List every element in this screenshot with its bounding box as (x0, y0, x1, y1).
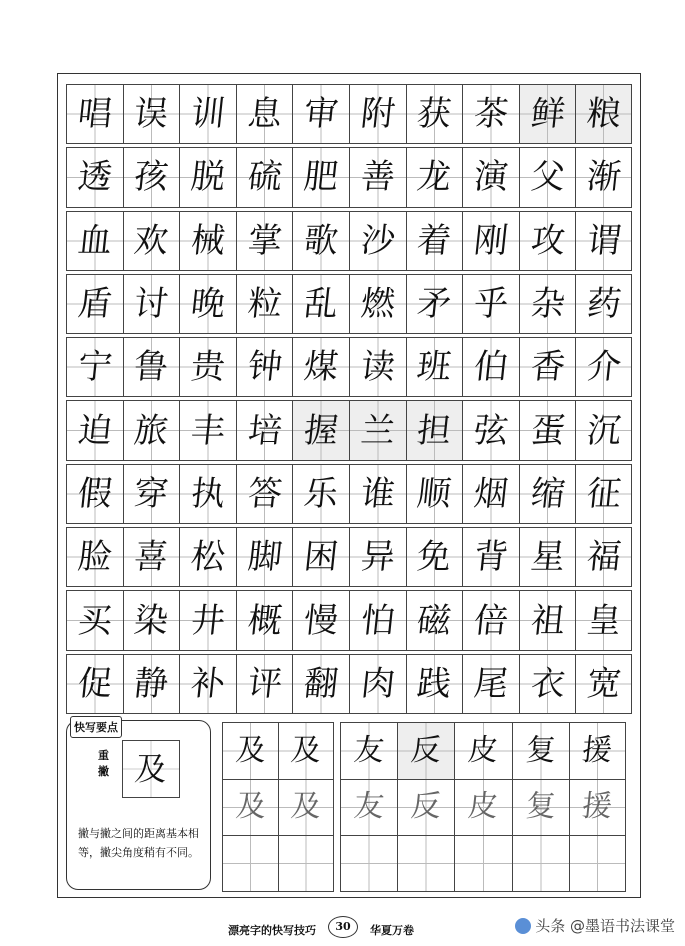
grid-char: 宽 (584, 663, 623, 704)
grid-cell (292, 464, 349, 524)
watermark-logo-icon (515, 918, 531, 934)
grid-cell (519, 464, 576, 524)
tip-description: 撇与撇之间的距离基本相等，撇尖角度稍有不同。 (78, 827, 199, 859)
grid-char: 评 (245, 663, 284, 704)
grid-char: 燃 (358, 284, 397, 325)
grid-char: 衣 (528, 663, 567, 704)
grid-cell (66, 527, 123, 587)
grid-char: 硫 (245, 157, 284, 198)
grid-char: 脸 (75, 537, 114, 578)
grid-cell (349, 527, 406, 587)
practice-char: 复 (523, 789, 558, 825)
grid-cell (123, 527, 180, 587)
grid-cell (236, 464, 293, 524)
grid-char: 晚 (188, 284, 228, 325)
grid-char: 困 (302, 537, 341, 578)
grid-cell (66, 274, 123, 334)
practice-char: 援 (580, 732, 615, 768)
grid-char: 买 (75, 600, 114, 641)
grid-cell (349, 590, 406, 650)
grid-char: 顺 (415, 473, 454, 514)
grid-cell (519, 527, 576, 587)
grid-cell (406, 464, 463, 524)
page-number: 30 (328, 916, 358, 938)
grid-char: 星 (528, 537, 567, 578)
practice-cell (512, 779, 569, 836)
grid-cell (66, 464, 123, 524)
grid-char: 磁 (415, 600, 454, 641)
grid-cell (462, 527, 519, 587)
grid-cell (406, 590, 463, 650)
grid-cell (236, 211, 293, 271)
grid-char: 缩 (528, 473, 567, 514)
grid-char: 丰 (188, 410, 228, 451)
grid-cell (66, 211, 123, 271)
grid-char: 井 (188, 600, 228, 641)
grid-cell (406, 337, 463, 397)
grid-cell (575, 654, 632, 714)
grid-char: 刚 (471, 220, 511, 261)
grid-cell (236, 400, 293, 460)
grid-char: 乱 (302, 284, 341, 325)
grid-char: 父 (528, 157, 567, 198)
grid-char: 谁 (358, 473, 397, 514)
grid-char: 执 (188, 473, 228, 514)
grid-char: 介 (584, 347, 623, 388)
grid-cell (575, 527, 632, 587)
grid-cell (179, 464, 236, 524)
grid-char: 善 (358, 157, 397, 198)
grid-cell (349, 337, 406, 397)
grid-cell (123, 274, 180, 334)
grid-cell (575, 274, 632, 334)
footer-title: 漂亮字的快写技巧 (228, 924, 316, 937)
grid-char: 着 (415, 220, 454, 261)
grid-char: 烟 (471, 473, 511, 514)
grid-char: 脱 (188, 157, 228, 198)
grid-cell (349, 211, 406, 271)
grid-cell (292, 337, 349, 397)
practice-cell (397, 835, 454, 892)
grid-cell (236, 654, 293, 714)
grid-char: 异 (358, 537, 397, 578)
practice-char: 友 (352, 732, 386, 768)
grid-cell (575, 590, 632, 650)
practice-char: 反 (409, 789, 444, 825)
grid-char: 兰 (358, 410, 397, 451)
practice-cell (397, 779, 454, 836)
grid-cell (179, 527, 236, 587)
grid-char: 担 (415, 410, 454, 451)
grid-char: 穿 (132, 473, 171, 514)
grid-cell (292, 211, 349, 271)
grid-cell (292, 274, 349, 334)
practice-char: 反 (409, 732, 444, 768)
grid-cell (575, 464, 632, 524)
practice-cell (340, 722, 397, 779)
practice-cell (278, 722, 334, 779)
grid-char: 假 (75, 473, 114, 514)
practice-char: 及 (233, 732, 268, 768)
grid-cell (66, 400, 123, 460)
grid-char: 肥 (302, 157, 341, 198)
grid-cell (462, 400, 519, 460)
grid-char: 促 (75, 663, 114, 704)
practice-cell (278, 835, 334, 892)
grid-cell (179, 84, 236, 144)
grid-cell (179, 400, 236, 460)
grid-char: 弦 (471, 410, 511, 451)
grid-char: 祖 (528, 600, 567, 641)
grid-cell (406, 84, 463, 144)
grid-char: 攻 (528, 220, 567, 261)
grid-char: 征 (584, 473, 623, 514)
grid-char: 渐 (584, 157, 623, 198)
grid-char: 蛋 (528, 410, 567, 451)
grid-char: 钟 (245, 347, 284, 388)
grid-char: 香 (528, 347, 567, 388)
practice-cell (569, 722, 626, 779)
grid-char: 沙 (358, 220, 397, 261)
grid-char: 乎 (471, 284, 511, 325)
grid-cell (236, 274, 293, 334)
grid-char: 演 (471, 157, 511, 198)
practice-cell (454, 779, 511, 836)
grid-char: 茶 (471, 94, 511, 135)
grid-char: 讨 (132, 284, 171, 325)
grid-cell (123, 590, 180, 650)
grid-cell (406, 654, 463, 714)
watermark-text: 头条 @墨语书法课堂 (535, 917, 675, 935)
grid-cell (123, 211, 180, 271)
grid-cell (123, 337, 180, 397)
practice-char: 友 (352, 789, 386, 825)
grid-cell (462, 464, 519, 524)
footer-publisher: 华夏万卷 (370, 924, 414, 937)
grid-cell (66, 84, 123, 144)
grid-char: 脚 (245, 537, 284, 578)
practice-cell (222, 835, 278, 892)
grid-char: 答 (245, 473, 284, 514)
grid-char: 怕 (358, 600, 397, 641)
grid-cell (406, 400, 463, 460)
practice-group-words (340, 722, 626, 892)
grid-cell (292, 527, 349, 587)
grid-char: 背 (471, 537, 511, 578)
grid-cell (179, 211, 236, 271)
grid-cell (519, 211, 576, 271)
grid-char: 息 (245, 94, 284, 135)
grid-cell (66, 147, 123, 207)
grid-char: 训 (188, 94, 228, 135)
grid-cell (575, 337, 632, 397)
grid-cell (236, 337, 293, 397)
grid-char: 获 (415, 94, 454, 135)
practice-char: 及 (233, 789, 268, 825)
grid-char: 掌 (245, 220, 284, 261)
practice-char: 及 (289, 732, 323, 768)
grid-char: 鲁 (132, 347, 171, 388)
grid-cell (462, 337, 519, 397)
practice-group-ji (222, 722, 334, 892)
grid-cell (519, 147, 576, 207)
grid-cell (519, 590, 576, 650)
grid-cell (292, 590, 349, 650)
grid-char: 血 (75, 220, 114, 261)
grid-cell (236, 84, 293, 144)
practice-cell (512, 835, 569, 892)
grid-char: 欢 (132, 220, 171, 261)
example-cell (122, 740, 180, 798)
grid-cell (349, 654, 406, 714)
grid-cell (292, 654, 349, 714)
grid-cell (349, 400, 406, 460)
grid-cell (292, 84, 349, 144)
grid-char: 肉 (358, 663, 397, 704)
practice-cell (569, 835, 626, 892)
grid-char: 旅 (132, 410, 171, 451)
grid-cell (66, 590, 123, 650)
grid-char: 翻 (302, 663, 341, 704)
grid-char: 培 (245, 410, 284, 451)
practice-cell (278, 779, 334, 836)
grid-cell (519, 400, 576, 460)
grid-char: 慢 (302, 600, 341, 641)
grid-cell (462, 147, 519, 207)
grid-cell (462, 590, 519, 650)
grid-char: 药 (584, 284, 623, 325)
grid-char: 皇 (584, 600, 623, 641)
grid-char: 班 (415, 347, 454, 388)
grid-cell (123, 84, 180, 144)
grid-char: 喜 (132, 537, 171, 578)
grid-cell (349, 274, 406, 334)
practice-row (340, 722, 626, 779)
practice-char: 及 (289, 789, 323, 825)
grid-char: 松 (188, 537, 228, 578)
grid-char: 宁 (75, 347, 114, 388)
grid-cell (519, 337, 576, 397)
grid-cell (236, 147, 293, 207)
grid-char: 歌 (302, 220, 341, 261)
stroke-label: 重撇 (98, 749, 109, 778)
practice-cell (454, 835, 511, 892)
practice-char: 皮 (466, 732, 501, 768)
grid-cell (179, 274, 236, 334)
grid-cell (179, 147, 236, 207)
grid-char: 尾 (471, 663, 511, 704)
grid-char: 粒 (245, 284, 284, 325)
practice-row (222, 722, 334, 779)
practice-area (222, 722, 626, 892)
grid-char: 补 (188, 663, 228, 704)
grid-cell (575, 400, 632, 460)
practice-cell (222, 779, 278, 836)
grid-char: 免 (415, 537, 454, 578)
grid-char: 静 (132, 663, 171, 704)
grid-cell (66, 654, 123, 714)
practice-cell (222, 722, 278, 779)
practice-cell (454, 722, 511, 779)
grid-cell (462, 274, 519, 334)
character-grid (66, 84, 632, 714)
grid-char: 孩 (132, 157, 171, 198)
practice-cell (569, 779, 626, 836)
grid-cell (236, 527, 293, 587)
practice-row (222, 779, 334, 836)
grid-char: 迫 (75, 410, 114, 451)
practice-char: 皮 (466, 789, 501, 825)
grid-char: 倍 (471, 600, 511, 641)
practice-row (340, 835, 626, 892)
grid-cell (292, 400, 349, 460)
grid-cell (66, 337, 123, 397)
grid-char: 透 (75, 157, 114, 198)
practice-row (340, 779, 626, 836)
grid-char: 械 (188, 220, 228, 261)
example-char: 及 (132, 750, 169, 788)
grid-cell (406, 527, 463, 587)
grid-cell (462, 211, 519, 271)
grid-cell (575, 84, 632, 144)
practice-char: 复 (523, 732, 558, 768)
grid-cell (123, 400, 180, 460)
practice-cell (340, 779, 397, 836)
grid-char: 附 (358, 94, 397, 135)
grid-cell (236, 590, 293, 650)
grid-char: 谓 (584, 220, 623, 261)
grid-cell (406, 274, 463, 334)
grid-char: 概 (245, 600, 284, 641)
grid-char: 贵 (188, 347, 228, 388)
grid-char: 粮 (584, 94, 623, 135)
grid-char: 误 (132, 94, 171, 135)
grid-cell (406, 211, 463, 271)
tips-title: 快写要点 (70, 716, 122, 738)
grid-cell (462, 654, 519, 714)
watermark (515, 915, 675, 936)
grid-cell (349, 464, 406, 524)
grid-char: 煤 (302, 347, 341, 388)
grid-cell (123, 464, 180, 524)
grid-cell (349, 84, 406, 144)
grid-cell (349, 147, 406, 207)
grid-cell (519, 274, 576, 334)
grid-cell (179, 337, 236, 397)
grid-cell (406, 147, 463, 207)
grid-char: 伯 (471, 347, 511, 388)
grid-char: 读 (358, 347, 397, 388)
grid-char: 杂 (528, 284, 567, 325)
grid-cell (292, 147, 349, 207)
grid-cell (462, 84, 519, 144)
grid-cell (123, 147, 180, 207)
grid-cell (575, 147, 632, 207)
grid-char: 鲜 (528, 94, 567, 135)
grid-char: 盾 (75, 284, 114, 325)
practice-cell (512, 722, 569, 779)
practice-row (222, 835, 334, 892)
practice-cell (397, 722, 454, 779)
grid-char: 沉 (584, 410, 623, 451)
practice-cell (340, 835, 397, 892)
practice-char: 援 (580, 789, 615, 825)
grid-char: 矛 (415, 284, 454, 325)
grid-cell (519, 654, 576, 714)
grid-cell (575, 211, 632, 271)
grid-cell (179, 590, 236, 650)
grid-char: 福 (584, 537, 623, 578)
grid-char: 践 (415, 663, 454, 704)
grid-char: 握 (302, 410, 341, 451)
grid-cell (179, 654, 236, 714)
grid-char: 唱 (75, 94, 114, 135)
grid-char: 乐 (302, 473, 341, 514)
grid-cell (123, 654, 180, 714)
grid-char: 染 (132, 600, 171, 641)
grid-char: 审 (302, 94, 341, 135)
grid-char: 龙 (415, 157, 454, 198)
grid-cell (519, 84, 576, 144)
